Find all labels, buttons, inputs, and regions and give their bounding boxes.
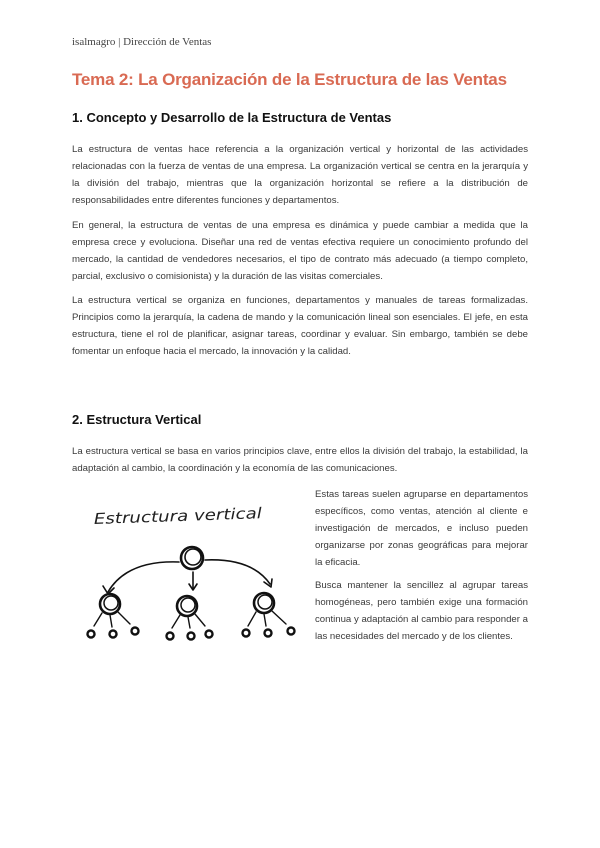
section-2-intro: La estructura vertical se basa en varios principios clave, entre ellos la división del trabajo, la estabilidad, la adaptación al cambio, la coordinación y la economía de las comunicaciones. [72, 446, 528, 474]
vertical-structure-diagram [72, 500, 307, 660]
section-1-paragraph-3: La estructura vertical se organiza en funciones, departamentos y manuales de tareas formalizadas. Principios como la jerarquía, la cadena de mando y la comunicación lineal son esenciales. El jefe, en esta estructura, tiene el rol de planificar, asignar tareas, coordinar y evaluar. Sin embargo, también se debe fomentar un enfoque hacia el mercado, la innovación y la calidad. [72, 295, 528, 357]
middle-node-left [100, 594, 120, 614]
section-2-side-paragraph-2: Busca mantener la sencillez al agrupar tareas homogéneas, pero también exige una formación continua y adaptación al cambio para responder a las necesidades del mercado y de los clientes. [315, 580, 528, 642]
middle-node-right [254, 593, 274, 613]
top-node [181, 547, 203, 569]
page-header: isalmagro | Dirección de Ventas [72, 36, 212, 48]
section-2-heading: 2. Estructura Vertical [72, 412, 202, 427]
middle-node-center [177, 596, 197, 616]
section-1-heading: 1. Concepto y Desarrollo de la Estructura de Ventas [72, 110, 392, 125]
arrow-left [108, 562, 179, 592]
section-2-side-paragraph-1: Estas tareas suelen agruparse en departamentos específicos, como ventas, atención al cliente e investigación de mercados, e incluso pueden organizarse por zonas geográficas para mejorar la eficacia. [315, 489, 528, 568]
section-1-paragraph-2: En general, la estructura de ventas de una empresa es dinámica y puede cambiar a medida que la empresa crece y evoluciona. Diseñar una red de ventas efectiva requiere un conocimiento profundo del mercado, la cantidad de vendedores necesarios, el tipo de contrato más adecuado (a tiempo completo, parcial, exclusivo o comisionista) y la duración de las visitas comerciales. [72, 220, 528, 282]
section-1-paragraph-1: La estructura de ventas hace referencia a la organización vertical y horizontal de las actividades relacionadas con la fuerza de ventas de una empresa. La organización vertical se centra en la jerarquía y la división del trabajo, mientras que la organización horizontal se refiere a la distribución de responsabilidades entre diferentes funciones y departamentos. [72, 144, 528, 206]
diagram-label: Estructura vertical [93, 505, 233, 528]
leaf-nodes [88, 628, 295, 640]
document-title: Tema 2: La Organización de la Estructura de las Ventas [72, 70, 507, 89]
arrow-right [205, 560, 270, 584]
